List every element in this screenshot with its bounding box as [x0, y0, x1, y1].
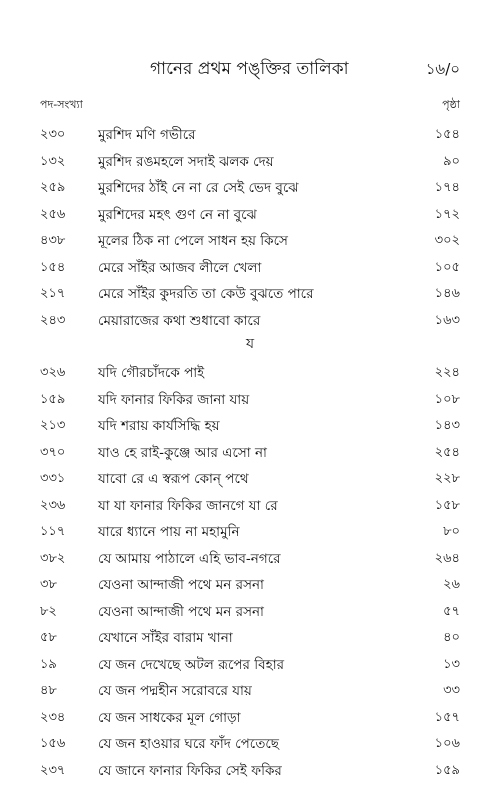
song-number: ১৫৯ — [40, 391, 66, 407]
first-line-text: যেওনা আন্দাজী পথে মন রসনা — [98, 577, 264, 593]
first-line-text: যারে ধ্যানে পায় না মহামুনি — [98, 524, 240, 540]
index-section-y — [0, 358, 500, 782]
page-reference: ১৫৪ — [434, 127, 460, 142]
index-entry — [0, 306, 500, 333]
index-entry — [0, 703, 500, 730]
song-number: ৪৮ — [40, 683, 57, 698]
song-number: ৫৮ — [40, 630, 57, 645]
first-line-text: মেরে সাঁইর আজব লীলে খেলা — [98, 259, 262, 276]
first-line-text: যা যা ফানার ফিকির জানগে যা রে — [98, 497, 278, 514]
page-title: গানের প্রথম পঙ্‌ক্তির তালিকা — [150, 59, 349, 79]
page-reference: ১৫৯ — [434, 762, 460, 778]
page-reference: ২৫৪ — [434, 444, 460, 460]
page-reference: ২২৪ — [434, 365, 460, 380]
page-reference: ১০৬ — [434, 736, 460, 751]
page-reference: ৮০ — [443, 524, 460, 539]
first-line-text: যে জন পদ্মহীন সরোবরে যায় — [98, 683, 252, 699]
page-reference: ৯০ — [443, 153, 460, 169]
song-number: ১৩২ — [40, 153, 66, 169]
index-entry — [0, 120, 500, 147]
song-number: ২১৩ — [40, 418, 66, 433]
page-reference: ১৪৬ — [434, 286, 460, 301]
first-line-text: যেখানে সাঁইর বারাম খানা — [98, 630, 233, 646]
first-line-text: যে জন দেখেছে অটল রূপের বিহার — [98, 656, 285, 673]
song-number: ১৯ — [40, 656, 57, 672]
first-line-text: যে জন হাওয়ার ঘরে ফাঁদ পেতেছে — [98, 736, 279, 752]
page-reference: ২২৮ — [434, 471, 460, 486]
page-header — [0, 52, 500, 82]
song-number: ২৩৬ — [40, 497, 66, 513]
song-number: ৪৩৮ — [40, 233, 66, 248]
column-header-song-number: পদ-সংখ্যা — [40, 98, 83, 111]
song-number: ২৫৯ — [40, 180, 66, 195]
first-line-text: মুরশিদ রঙমহলে সদাই ঝলক দেয় — [98, 153, 274, 170]
first-line-text: যে জানে ফানার ফিকির সেই ফকির — [98, 762, 282, 779]
first-line-text: যাও হে রাই-কুঞ্জে আর এসো না — [98, 444, 267, 461]
first-line-text: মুরশিদের ঠাঁই নে না রে সেই ভেদ বুঝে — [98, 180, 299, 196]
first-line-text: মুরশিদ মণি গভীরে — [98, 127, 196, 143]
song-number: ৩৭০ — [40, 444, 66, 460]
song-number: ৩৮২ — [40, 550, 66, 566]
song-number: ৩২৬ — [40, 365, 66, 380]
index-entry — [0, 147, 500, 174]
index-entry — [0, 411, 500, 438]
song-number: ২৩০ — [40, 127, 66, 142]
page-reference: ১৫৮ — [434, 497, 460, 513]
song-number: ২৪৩ — [40, 312, 66, 328]
song-number: ১৫৪ — [40, 259, 66, 275]
page-reference: ১৩ — [443, 656, 460, 672]
first-line-text: যে আমায় পাঠালে এহি ভাব-নগরে — [98, 550, 281, 567]
index-entry — [0, 676, 500, 703]
first-line-text: মেরে সাঁইর কুদরতি তা কেউ বুঝতে পারে — [98, 286, 314, 302]
song-number: ৩৮ — [40, 577, 57, 592]
index-entry — [0, 464, 500, 491]
song-number: ৩৩১ — [40, 471, 66, 486]
first-line-text: যেওনা আন্দাজী পথে মন রসনা — [98, 603, 264, 620]
first-line-text: যদি শরায় কার্যসিদ্ধি হয় — [98, 418, 220, 434]
index-section-m — [0, 120, 500, 332]
page-reference: ১৪৩ — [434, 418, 460, 433]
first-line-text: যদি গৌরচাঁদকে পাই — [98, 365, 205, 381]
page-reference: ১৬৩ — [434, 312, 460, 328]
song-number: ৮২ — [40, 603, 57, 619]
index-entry — [0, 226, 500, 253]
index-entry — [0, 650, 500, 677]
song-number: ২১৭ — [40, 286, 66, 301]
page-reference: ৩৩ — [443, 683, 460, 698]
first-line-text: মূলের ঠিক না পেলে সাধন হয় কিসে — [98, 233, 288, 249]
index-entry — [0, 173, 500, 200]
index-entry — [0, 200, 500, 227]
page-reference: ১০৫ — [434, 259, 460, 275]
song-number: ২৫৬ — [40, 206, 66, 222]
index-entry — [0, 544, 500, 571]
song-number: ১৫৬ — [40, 736, 66, 751]
first-line-text: যে জন সাধকের মূল গোড়া — [98, 709, 241, 726]
first-line-text: যদি ফানার ফিকির জানা যায় — [98, 391, 250, 408]
index-entry — [0, 517, 500, 544]
index-entry — [0, 358, 500, 385]
page-reference: ১৭২ — [434, 206, 460, 222]
page-reference: ২৬ — [443, 577, 460, 592]
index-entry — [0, 385, 500, 412]
page-reference: ৫৭ — [443, 603, 460, 619]
column-headers — [0, 96, 500, 116]
page-reference: ১০৮ — [434, 391, 460, 407]
index-entry — [0, 570, 500, 597]
section-letter: য — [245, 336, 255, 352]
index-entry — [0, 491, 500, 518]
page-reference: ৪০ — [443, 630, 460, 645]
page-reference: ১৫৭ — [434, 709, 460, 725]
song-number: ১১৭ — [40, 524, 66, 539]
page-number: ১৬/০ — [425, 60, 460, 78]
index-entry — [0, 253, 500, 280]
page-reference: ৩০২ — [434, 233, 460, 248]
index-entry — [0, 597, 500, 624]
song-number: ২৩৭ — [40, 762, 66, 778]
column-header-page: পৃষ্ঠা — [442, 98, 460, 111]
index-entry — [0, 756, 500, 783]
page-reference: ২৬৪ — [434, 550, 460, 566]
first-line-text: মুরশিদের মহৎ গুণ নে না বুঝে — [98, 206, 257, 223]
index-entry — [0, 623, 500, 650]
index-entry — [0, 729, 500, 756]
page-reference: ১৭৪ — [434, 180, 460, 195]
first-line-text: যাবো রে এ স্বরূপ কোন্‌ পথে — [98, 471, 249, 487]
first-line-text: মেয়ারাজের কথা শুধাবো কারে — [98, 312, 261, 329]
song-number: ২৩৪ — [40, 709, 66, 725]
index-entry — [0, 279, 500, 306]
index-entry — [0, 438, 500, 465]
